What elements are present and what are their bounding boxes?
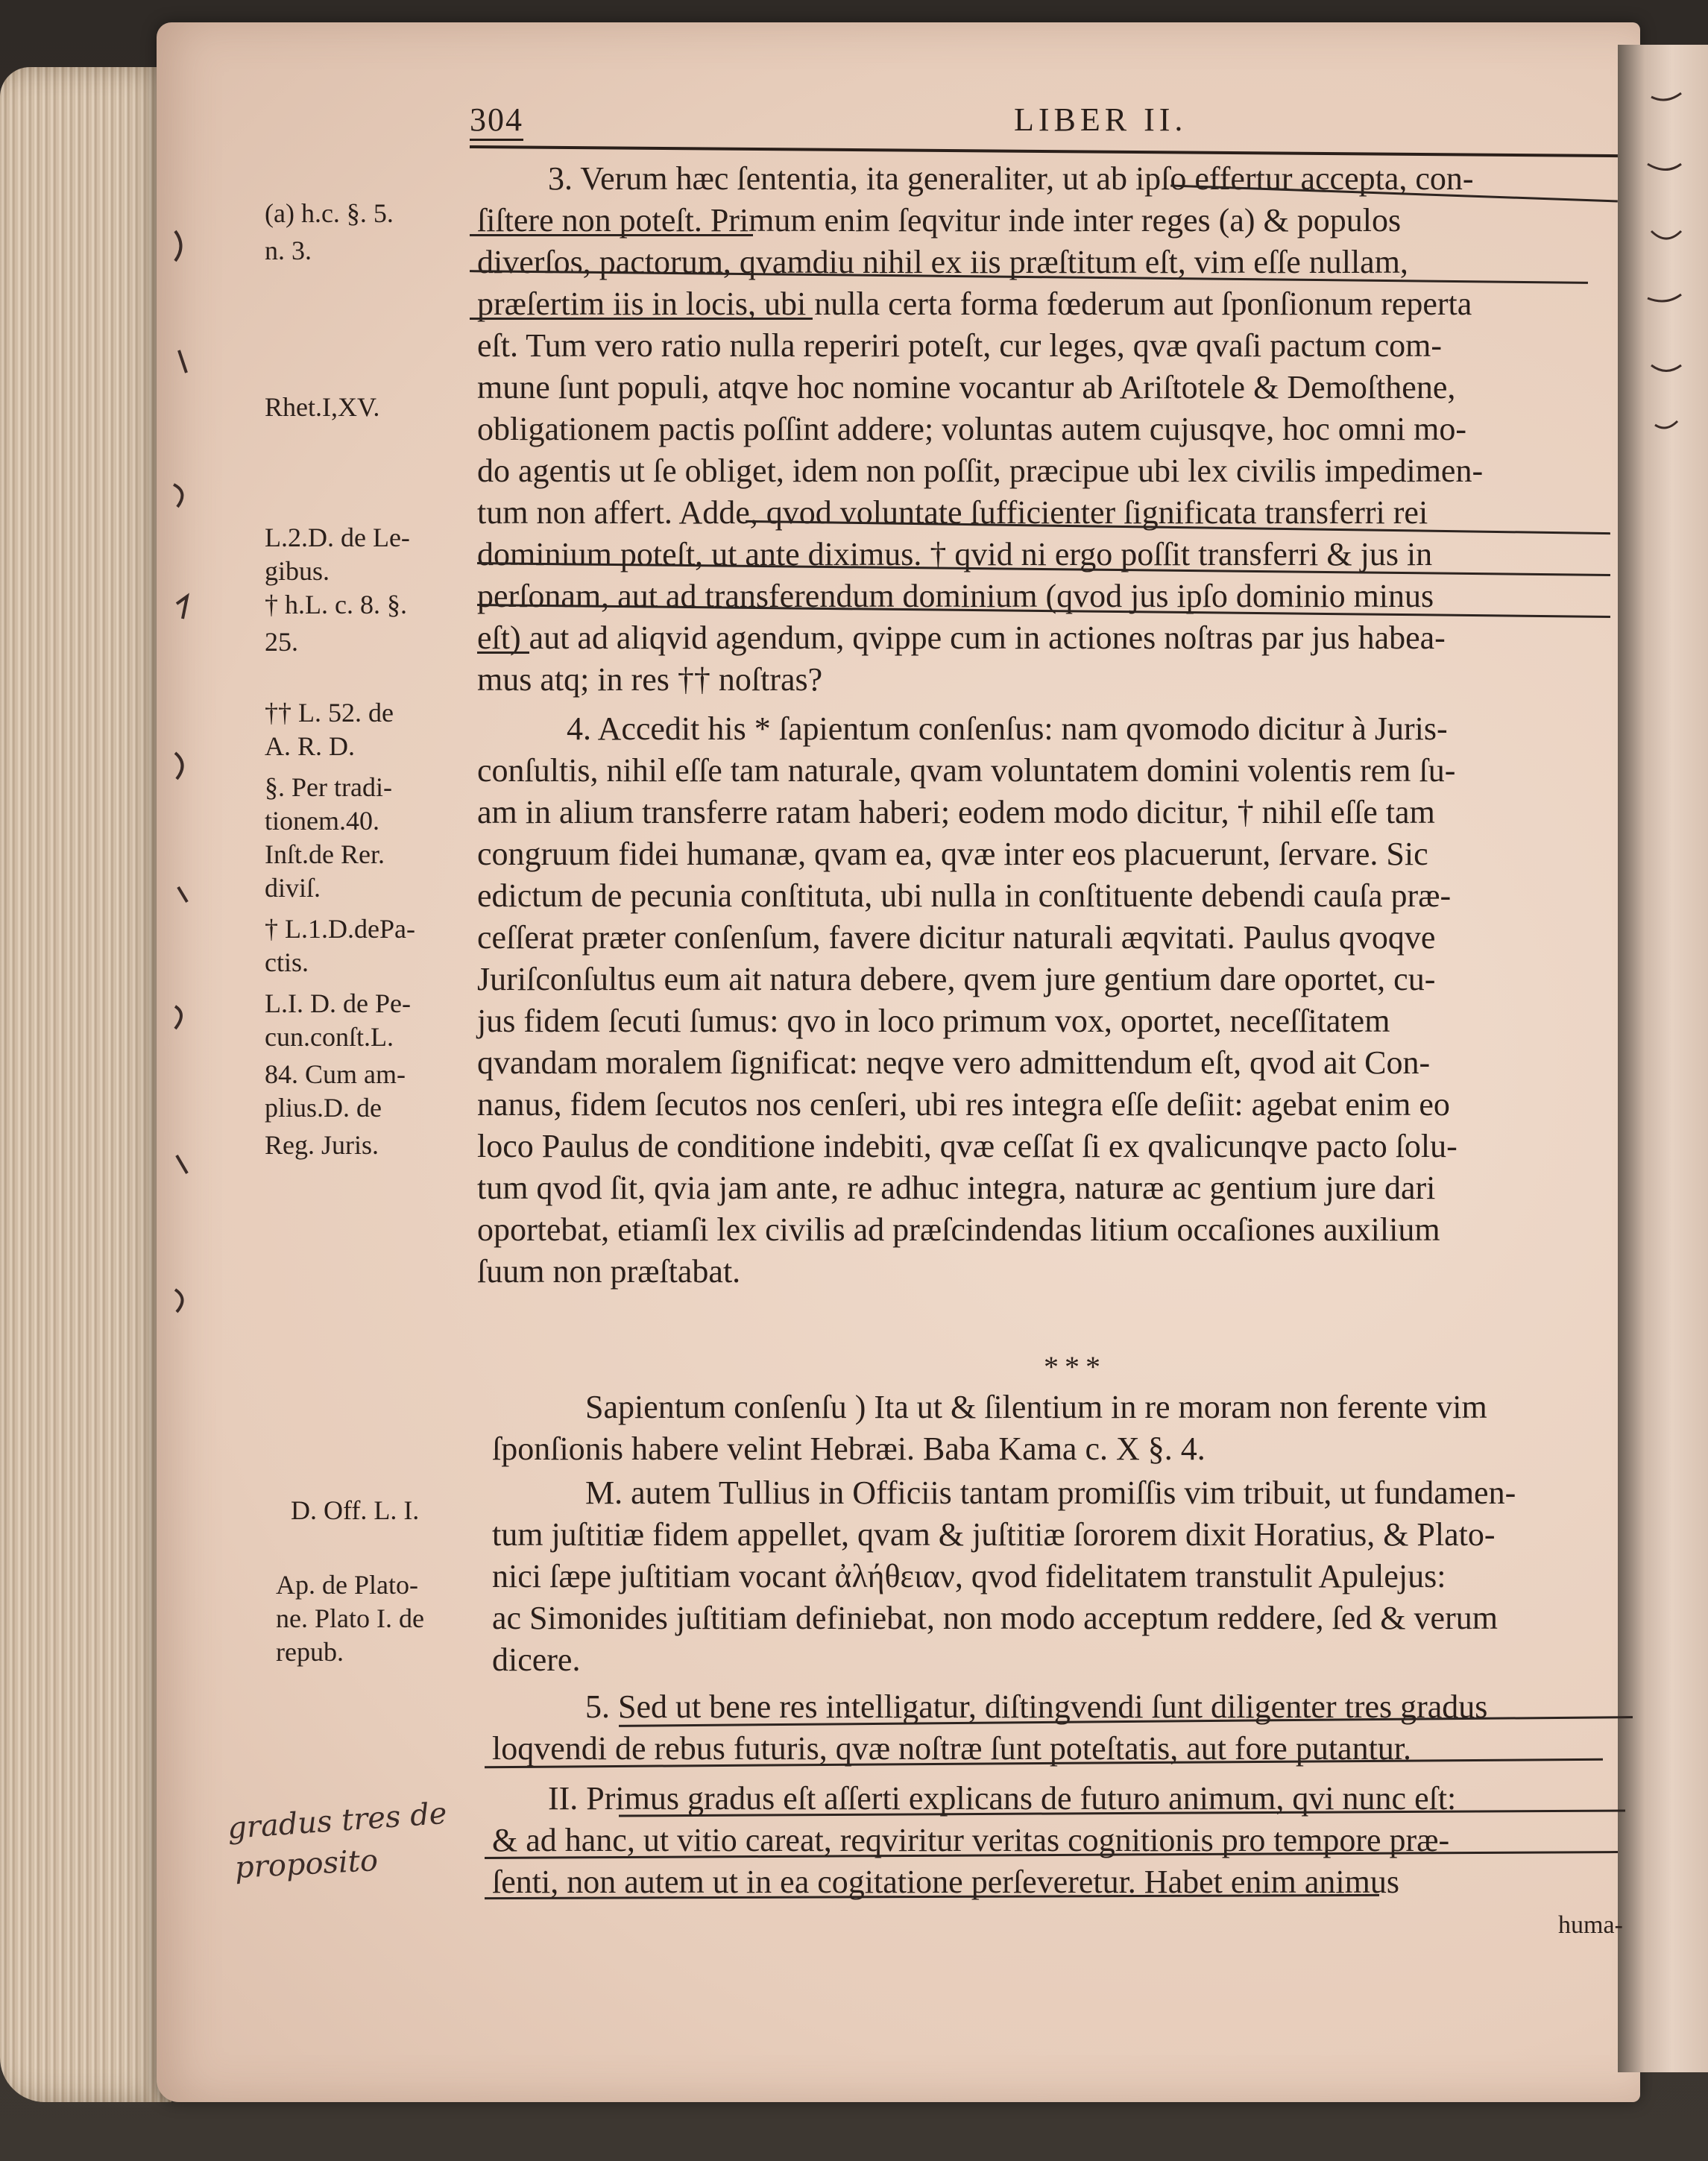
margin-note: †† L. 52. de: [265, 698, 394, 728]
margin-note: 25.: [265, 627, 298, 657]
text-line: conſultis, nihil eſſe tam naturale, qvam voluntatem domini volentis rem ſu-: [477, 752, 1456, 789]
margin-note: L.I. D. de Pe-: [265, 988, 411, 1018]
page-number: 304: [470, 101, 523, 141]
handwritten-note: proposito: [233, 1843, 379, 1885]
text-line: II. Primus gradus eſt aſſerti explicans de futuro animum, qvi nunc eſt:: [548, 1780, 1457, 1817]
text-line: jus fidem ſecuti ſumus: qvo in loco primum vox, oportet, neceſſitatem: [477, 1003, 1390, 1039]
margin-note: Reg. Juris.: [265, 1130, 379, 1160]
section-separator: ***: [1044, 1350, 1106, 1384]
text-line: eſt. Tum vero ratio nulla reperiri poteſt, cur leges, qvæ qvaſi pactum com-: [477, 327, 1443, 364]
margin-note: 84. Cum am-: [265, 1059, 406, 1089]
margin-note: cun.conſt.L.: [265, 1022, 394, 1052]
margin-note: A. R. D.: [265, 731, 356, 761]
margin-note: tionem.40.: [265, 806, 379, 836]
text-line: tum non affert. Adde, qvod voluntate ſufficienter ſignificata transferri rei: [477, 494, 1428, 531]
text-line: ſuum non præſtabat.: [477, 1253, 741, 1290]
margin-note: † L.1.D.dePa-: [265, 914, 415, 944]
margin-note: gibus.: [265, 556, 330, 586]
margin-note: Ap. de Plato-: [276, 1570, 418, 1600]
ink-underline: [470, 234, 753, 236]
margin-note: diviſ.: [265, 873, 321, 903]
margin-note: ctis.: [265, 947, 309, 977]
text-line: edictum de pecunia conſtituta, ubi nulla in conſtituente debendi cauſa præ-: [477, 877, 1452, 914]
text-line: mus atq; in res †† noſtras?: [477, 661, 823, 698]
text-line: tum juſtitiæ fidem appellet, qvam & juſtitiæ ſororem dixit Horatius, & Plato-: [492, 1516, 1496, 1553]
margin-note: † h.L. c. 8. §.: [265, 590, 407, 619]
text-line: loqvendi de rebus futuris, qvæ noſtræ ſunt poteſtatis, aut fore putantur.: [492, 1730, 1412, 1767]
text-line: do agentis ut ſe obliget, idem non poſſit, præcipue ubi lex civilis impedimen-: [477, 452, 1484, 489]
text-line: dicere.: [492, 1641, 581, 1678]
text-line: am in alium transferre ratam haberi; eodem modo dicitur, † nihil eſſe tam: [477, 794, 1435, 830]
margin-note: D. Off. L. I.: [291, 1495, 420, 1525]
margin-note: Inſt.de Rer.: [265, 839, 385, 869]
text-line: ac Simonides juſtitiam definiebat, non modo acceptum reddere, ſed & verum: [492, 1600, 1498, 1636]
text-line: mune ſunt populi, atqve hoc nomine vocantur ab Ariſtotele & Demoſthene,: [477, 369, 1456, 406]
annotation-line: Sapientum conſenſu ) Ita ut & ſilentium in re moram non ferente vim: [585, 1389, 1487, 1425]
ink-underline: [477, 652, 529, 654]
text-line: & ad hanc, ut vitio careat, reqviritur veritas cognitionis pro tempore præ-: [492, 1822, 1450, 1858]
book-page-edges: [0, 67, 171, 2102]
margin-note: Rhet.I,XV.: [265, 392, 380, 422]
text-line: præſertim iis in locis, ubi nulla certa forma fœderum aut ſponſionum reperta: [477, 285, 1472, 322]
handwritten-note: gradus tres de: [226, 1796, 448, 1846]
text-line: 5. Sed ut bene res intelligatur, diſtingvendi ſunt diligenter tres gradus: [585, 1688, 1488, 1725]
ink-underline: [470, 318, 813, 320]
margin-note: plius.D. de: [265, 1093, 382, 1123]
margin-note: §. Per tradi-: [265, 772, 392, 802]
text-line: loco Paulus de conditione indebiti, qvæ ceſſat ſi ex qvalicunqve pacto ſolu-: [477, 1128, 1458, 1164]
text-line: nanus, fidem ſecutos nos cenſeri, ubi res integra eſſe deſiit: agebat enim eo: [477, 1086, 1450, 1123]
margin-note: ne. Plato I. de: [276, 1603, 424, 1633]
annotation-line: ſponſionis habere velint Hebræi. Baba Kama c. X §. 4.: [492, 1430, 1206, 1467]
text-line: 4. Accedit his * ſapientum conſenſus: nam qvomodo dicitur à Juris-: [567, 710, 1448, 747]
margin-note: repub.: [276, 1637, 344, 1667]
text-line: M. autem Tullius in Officiis tantam promiſſis vim tribuit, ut fundamen-: [585, 1474, 1516, 1511]
text-line: diverſos, pactorum, qvamdiu nihil ex iis præſtitum eſt, vim eſſe nullam,: [477, 244, 1408, 280]
catchword: huma-: [1558, 1911, 1623, 1939]
text-line: Juriſconſultus eum ait natura debere, qvem jure gentium dare oportet, cu-: [477, 961, 1436, 997]
margin-note: (a) h.c. §. 5.: [265, 198, 394, 228]
text-line: 3. Verum hæc ſententia, ita generaliter, ut ab ipſo effertur accepta, con-: [548, 160, 1474, 197]
text-line: ceſſerat præter conſenſum, favere dicitur naturali æqvitati. Paulus qvoqve: [477, 919, 1436, 956]
text-line: dominium poteſt, ut ante diximus. † qvid ni ergo poſſit transferri & jus in: [477, 536, 1433, 572]
text-line: eſt) aut ad aliqvid agendum, qvippe cum in actiones noſtras par jus habea-: [477, 619, 1446, 656]
edge-pen-marks: [160, 186, 205, 1454]
text-line: tum qvod ſit, qvia jam ante, re adhuc integra, naturæ ac gentium jure dari: [477, 1170, 1436, 1206]
text-line: nici ſæpe juſtitiam vocant ἀλήθειαν, qvod fidelitatem transtulit Apulejus:: [492, 1558, 1446, 1594]
margin-note: L.2.D. de Le-: [265, 523, 410, 552]
text-line: qvandam moralem ſignificat: neqve vero admittendum eſt, qvod ait Con-: [477, 1044, 1431, 1081]
text-line: ſiſtere non poteſt. Primum enim ſeqvitur inde inter reges (a) & populos: [477, 202, 1402, 239]
margin-note: n. 3.: [265, 236, 312, 265]
facing-page-ink-marks: [1636, 82, 1696, 455]
text-line: congruum fidei humanæ, qvam ea, qvæ inter eos placuerunt, ſervare. Sic: [477, 836, 1428, 872]
text-line: perſonam, aut ad transferendum dominium (qvod jus ipſo dominio minus: [477, 578, 1434, 614]
running-head: LIBER II.: [1014, 101, 1188, 138]
text-line: obligationem pactis poſſint addere; voluntas autem cujusqve, hoc omni mo-: [477, 411, 1467, 447]
text-line: ſenti, non autem ut in ea cogitatione perſeveretur. Habet enim animus: [492, 1864, 1399, 1900]
text-line: oportebat, etiamſi lex civilis ad præſcindendas litium occaſiones auxilium: [477, 1211, 1440, 1248]
